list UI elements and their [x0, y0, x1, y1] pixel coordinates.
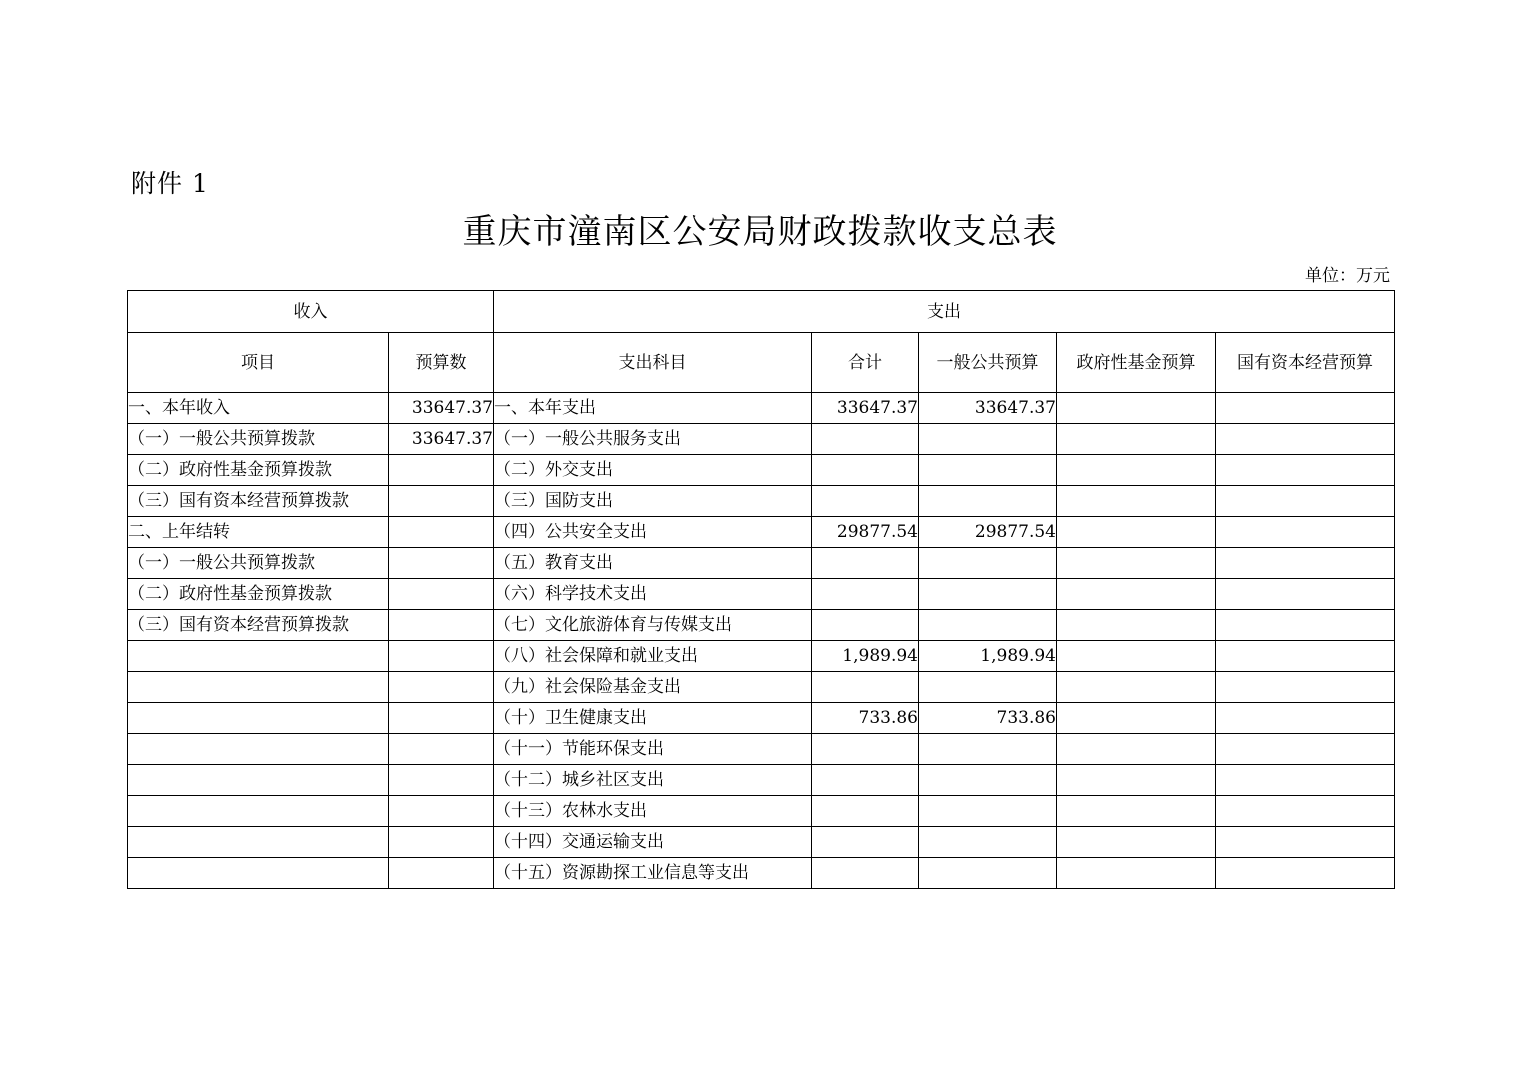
total-amount-cell — [812, 610, 919, 641]
general-budget-amount-cell — [919, 424, 1057, 455]
fund-budget-amount-cell — [1057, 393, 1216, 424]
table-row — [128, 424, 1395, 455]
item-cell — [128, 672, 389, 703]
budget-amount-cell — [389, 858, 494, 889]
general-budget-amount-cell — [919, 858, 1057, 889]
budget-amount-cell: 33647.37 — [389, 424, 494, 455]
unit-label: 单位：万元 — [1305, 266, 1390, 286]
budget-amount-cell — [389, 579, 494, 610]
total-amount-cell: 1,989.94 — [812, 641, 919, 672]
state-capital-budget-amount-cell — [1216, 455, 1395, 486]
column-header-general-budget: 一般公共预算 — [919, 333, 1057, 393]
expenditure-subject-cell: 一、本年支出 — [494, 393, 812, 424]
item-cell — [128, 703, 389, 734]
expenditure-subject-cell: （十二）城乡社区支出 — [494, 765, 812, 796]
budget-amount-cell — [389, 765, 494, 796]
expenditure-subject-cell: （八）社会保障和就业支出 — [494, 641, 812, 672]
budget-amount-cell — [389, 455, 494, 486]
expenditure-subject-cell: （十一）节能环保支出 — [494, 734, 812, 765]
fund-budget-amount-cell — [1057, 765, 1216, 796]
expenditure-subject-cell: （十五）资源勘探工业信息等支出 — [494, 858, 812, 889]
attachment-label: 附件 1 — [131, 169, 209, 198]
state-capital-budget-amount-cell — [1216, 548, 1395, 579]
table-row — [128, 734, 1395, 765]
item-cell: （一）一般公共预算拨款 — [128, 424, 389, 455]
total-amount-cell — [812, 455, 919, 486]
budget-amount-cell: 33647.37 — [389, 393, 494, 424]
expenditure-subject-cell: （十四）交通运输支出 — [494, 827, 812, 858]
total-amount-cell — [812, 486, 919, 517]
general-budget-amount-cell — [919, 672, 1057, 703]
state-capital-budget-amount-cell — [1216, 641, 1395, 672]
fund-budget-amount-cell — [1057, 641, 1216, 672]
item-cell — [128, 765, 389, 796]
table-row — [128, 548, 1395, 579]
fund-budget-amount-cell — [1057, 548, 1216, 579]
expenditure-subject-cell: （三）国防支出 — [494, 486, 812, 517]
total-amount-cell — [812, 796, 919, 827]
budget-amount-cell — [389, 734, 494, 765]
state-capital-budget-amount-cell — [1216, 393, 1395, 424]
expenditure-subject-cell: （五）教育支出 — [494, 548, 812, 579]
expenditure-subject-cell: （六）科学技术支出 — [494, 579, 812, 610]
expenditure-subject-cell: （十三）农林水支出 — [494, 796, 812, 827]
general-budget-amount-cell — [919, 796, 1057, 827]
general-budget-amount-cell — [919, 486, 1057, 517]
item-cell: （一）一般公共预算拨款 — [128, 548, 389, 579]
item-cell — [128, 734, 389, 765]
fund-budget-amount-cell — [1057, 579, 1216, 610]
table-row — [128, 765, 1395, 796]
general-budget-amount-cell — [919, 610, 1057, 641]
item-cell: 一、本年收入 — [128, 393, 389, 424]
budget-amount-cell — [389, 486, 494, 517]
state-capital-budget-amount-cell — [1216, 486, 1395, 517]
budget-amount-cell — [389, 641, 494, 672]
state-capital-budget-amount-cell — [1216, 672, 1395, 703]
table-row — [128, 641, 1395, 672]
total-amount-cell — [812, 579, 919, 610]
budget-amount-cell — [389, 610, 494, 641]
item-cell — [128, 796, 389, 827]
total-amount-cell — [812, 672, 919, 703]
column-header-fund-budget: 政府性基金预算 — [1057, 333, 1216, 393]
general-budget-amount-cell: 29877.54 — [919, 517, 1057, 548]
total-amount-cell: 29877.54 — [812, 517, 919, 548]
fund-budget-amount-cell — [1057, 796, 1216, 827]
fund-budget-amount-cell — [1057, 424, 1216, 455]
state-capital-budget-amount-cell — [1216, 796, 1395, 827]
item-cell: （三）国有资本经营预算拨款 — [128, 610, 389, 641]
total-amount-cell — [812, 765, 919, 796]
general-budget-amount-cell: 1,989.94 — [919, 641, 1057, 672]
state-capital-budget-amount-cell — [1216, 827, 1395, 858]
income-group-header: 收入 — [128, 291, 494, 333]
group-header-row — [128, 291, 1395, 333]
budget-amount-cell — [389, 672, 494, 703]
budget-amount-cell — [389, 796, 494, 827]
column-header-row — [128, 333, 1395, 393]
expenditure-subject-cell: （四）公共安全支出 — [494, 517, 812, 548]
general-budget-amount-cell — [919, 734, 1057, 765]
expenditure-subject-cell: （一）一般公共服务支出 — [494, 424, 812, 455]
column-header-item: 项目 — [128, 333, 389, 393]
table-row — [128, 610, 1395, 641]
state-capital-budget-amount-cell — [1216, 517, 1395, 548]
fund-budget-amount-cell — [1057, 858, 1216, 889]
column-header-budget: 预算数 — [389, 333, 494, 393]
fund-budget-amount-cell — [1057, 672, 1216, 703]
table-row — [128, 579, 1395, 610]
fund-budget-amount-cell — [1057, 455, 1216, 486]
fund-budget-amount-cell — [1057, 703, 1216, 734]
item-cell: 二、上年结转 — [128, 517, 389, 548]
page-title: 重庆市潼南区公安局财政拨款收支总表 — [462, 212, 1058, 252]
budget-table — [127, 290, 1395, 889]
total-amount-cell — [812, 424, 919, 455]
column-header-total: 合计 — [812, 333, 919, 393]
total-amount-cell: 733.86 — [812, 703, 919, 734]
expenditure-group-header: 支出 — [494, 291, 1395, 333]
expenditure-subject-cell: （九）社会保险基金支出 — [494, 672, 812, 703]
state-capital-budget-amount-cell — [1216, 579, 1395, 610]
general-budget-amount-cell — [919, 455, 1057, 486]
general-budget-amount-cell — [919, 765, 1057, 796]
state-capital-budget-amount-cell — [1216, 858, 1395, 889]
state-capital-budget-amount-cell — [1216, 610, 1395, 641]
state-capital-budget-amount-cell — [1216, 765, 1395, 796]
budget-amount-cell — [389, 517, 494, 548]
table-row — [128, 827, 1395, 858]
total-amount-cell — [812, 734, 919, 765]
table-row — [128, 517, 1395, 548]
fund-budget-amount-cell — [1057, 486, 1216, 517]
table-row — [128, 796, 1395, 827]
expenditure-subject-cell: （二）外交支出 — [494, 455, 812, 486]
general-budget-amount-cell: 733.86 — [919, 703, 1057, 734]
table-row — [128, 486, 1395, 517]
table-row — [128, 858, 1395, 889]
item-cell — [128, 641, 389, 672]
budget-amount-cell — [389, 548, 494, 579]
total-amount-cell — [812, 548, 919, 579]
expenditure-subject-cell: （七）文化旅游体育与传媒支出 — [494, 610, 812, 641]
general-budget-amount-cell: 33647.37 — [919, 393, 1057, 424]
table-row — [128, 703, 1395, 734]
fund-budget-amount-cell — [1057, 734, 1216, 765]
expenditure-subject-cell: （十）卫生健康支出 — [494, 703, 812, 734]
table-row — [128, 455, 1395, 486]
budget-amount-cell — [389, 703, 494, 734]
general-budget-amount-cell — [919, 548, 1057, 579]
budget-amount-cell — [389, 827, 494, 858]
item-cell — [128, 858, 389, 889]
fund-budget-amount-cell — [1057, 827, 1216, 858]
total-amount-cell — [812, 827, 919, 858]
total-amount-cell — [812, 858, 919, 889]
state-capital-budget-amount-cell — [1216, 424, 1395, 455]
table-row — [128, 393, 1395, 424]
total-amount-cell: 33647.37 — [812, 393, 919, 424]
column-header-subject: 支出科目 — [494, 333, 812, 393]
table-row — [128, 672, 1395, 703]
item-cell: （二）政府性基金预算拨款 — [128, 455, 389, 486]
state-capital-budget-amount-cell — [1216, 703, 1395, 734]
state-capital-budget-amount-cell — [1216, 734, 1395, 765]
general-budget-amount-cell — [919, 579, 1057, 610]
column-header-state-capital-budget: 国有资本经营预算 — [1216, 333, 1395, 393]
fund-budget-amount-cell — [1057, 517, 1216, 548]
item-cell: （三）国有资本经营预算拨款 — [128, 486, 389, 517]
general-budget-amount-cell — [919, 827, 1057, 858]
fund-budget-amount-cell — [1057, 610, 1216, 641]
item-cell — [128, 827, 389, 858]
item-cell: （二）政府性基金预算拨款 — [128, 579, 389, 610]
